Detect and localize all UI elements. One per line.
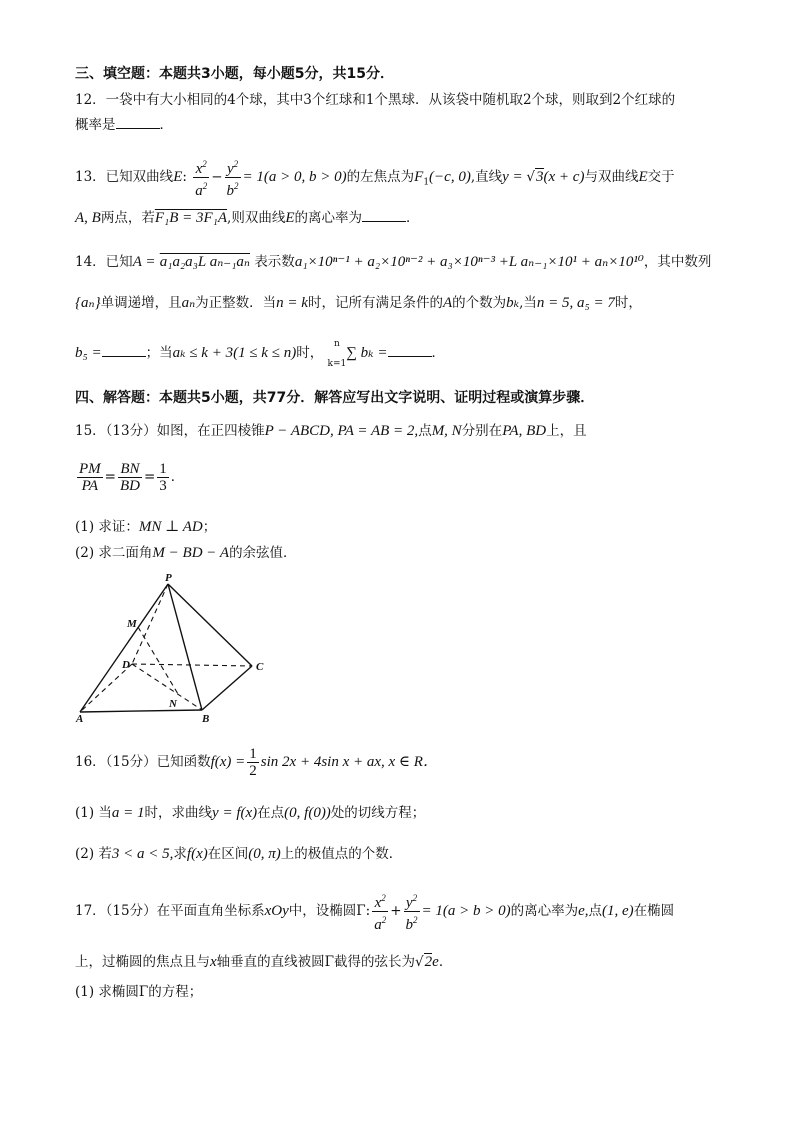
- q16-p2f: f(x): [186, 846, 208, 862]
- q13-E3: E: [285, 210, 295, 226]
- q14-bk: bₖ: [506, 295, 520, 311]
- label-B: B: [202, 713, 210, 725]
- q13-cond: = 1(a > 0, b > 0): [242, 169, 347, 185]
- q16-f: f(x) =: [210, 754, 246, 770]
- q16-part2: [75, 844, 402, 864]
- q15-frac3: $\frac{1}{3}$: [159, 461, 167, 494]
- q16-l1a: 16．（15分）已知函数: [75, 754, 211, 770]
- q17-e: e,: [578, 903, 589, 919]
- q13-line-eq: y =: [502, 169, 527, 185]
- label-N: N: [169, 698, 177, 710]
- q14-l2f: 时，: [614, 295, 642, 311]
- q14-line2: [75, 293, 642, 313]
- q16-l1b: sin 2x + 4sin x + ax, x ∈ R．: [260, 754, 438, 770]
- pyramid-figure: [70, 572, 280, 727]
- q14-sum-top: n: [333, 338, 340, 349]
- q13-focus: F: [414, 169, 424, 185]
- q14-l2b: 为正整数．当: [195, 295, 277, 311]
- q17-frac-x: $\frac{x^2}{a^2}$: [372, 890, 388, 933]
- q14-end: ．: [431, 345, 446, 361]
- q15-p1c: ；: [202, 519, 217, 535]
- q14-A: A =: [132, 254, 156, 270]
- q15-l1d: M, N: [431, 423, 462, 439]
- q14-l3a: ；当: [145, 345, 173, 361]
- section3-header: 三、填空题：本题共3小题，每小题5分，共15分．: [75, 66, 394, 82]
- q15-l1a: 15．（13分）如图，在正四棱锥: [75, 423, 265, 439]
- q14-l2A: A: [442, 295, 453, 311]
- q17-l1a: 17．（15分）在平面直角坐标系: [75, 903, 265, 919]
- q14-pre: 14．已知: [75, 254, 133, 270]
- q15-p1b: MN ⊥ AD: [138, 519, 203, 535]
- q15-l1b: P − ABCD, PA = AB = 2,: [264, 423, 419, 439]
- q17-l1d: 点: [588, 903, 603, 919]
- q17-l2b: 轴垂直的直线被圆Γ截得的弦长为: [216, 954, 416, 970]
- q13-mid: 的左焦点为: [346, 169, 415, 185]
- q16-p1a: (1) 当: [75, 805, 112, 821]
- q17-pt: (1, e): [602, 903, 634, 919]
- q14-l3cond: aₖ ≤ k + 3(1 ≤ k ≤ n): [172, 345, 297, 361]
- q13-answer-blank: [362, 209, 406, 222]
- q13-frac-y: $\frac{y^2}{b^2}$: [225, 156, 241, 199]
- section4-header: 四、解答题：本题共5小题，共77分．解答应写出文字说明、证明过程或演算步骤．: [75, 390, 595, 406]
- q15-frac1: $\frac{PM}{PA}$: [79, 461, 101, 494]
- q16-frac: $\frac{1}{2}$: [249, 746, 257, 779]
- edge-BC: [202, 666, 252, 710]
- q13-l2c: ,则双曲线: [227, 210, 286, 226]
- q15-p2a: (2) 求二面角: [75, 545, 153, 561]
- q16-p1curve: y = f(x): [212, 805, 258, 821]
- q14-cond: n = 5, a₅ = 7: [536, 295, 615, 311]
- q13-end: ．: [406, 210, 420, 226]
- q13-l2b: 两点，若: [100, 210, 155, 226]
- q13-sqrt3: 3: [536, 169, 544, 185]
- q17-l2end: ．: [438, 954, 453, 970]
- q16-p2d: 上的极值点的个数．: [280, 846, 403, 862]
- q16-p1pt: (0, f(0)): [284, 805, 331, 821]
- edge-PD: [132, 584, 168, 664]
- q14-l2d: 的个数为: [452, 295, 507, 311]
- q13-line1: 13．已知双曲线E: $\frac{x^2}{a^2}$ − $\frac{y^2}{b^2}$ = 1(a > 0, b > 0)的左焦点为$F_1(-c$, 0),直线y = √3(x + c)与双曲线E交于: [75, 156, 675, 199]
- q12-line2: [75, 115, 173, 135]
- q14-l2a: 单调递增，且: [100, 295, 182, 311]
- q13-line2: [75, 208, 420, 228]
- q12-answer-blank: [116, 116, 160, 129]
- q17-l1b: 中，设椭圆Γ:: [288, 903, 371, 919]
- q13-focus-sub: 1: [423, 177, 430, 188]
- q14-sum: ∑ bₖ =: [346, 345, 388, 361]
- q13-line-txt: ,直线: [470, 169, 503, 185]
- q15-part1: [75, 517, 216, 537]
- label-M: M: [127, 618, 137, 630]
- q15-l1f: PA, BD: [502, 423, 547, 439]
- q15-part2: [75, 543, 297, 563]
- label-P: P: [165, 572, 172, 584]
- q14-l2c: 时，记所有满足条件的: [307, 295, 443, 311]
- q16-line1: [75, 744, 438, 780]
- label-C: C: [256, 661, 264, 673]
- q16-p1d: 处的切线方程；: [330, 805, 426, 821]
- q15-p2c: 的余弦值．: [229, 545, 297, 561]
- q15-line2: $\frac{PM}{PA}$ = $\frac{BN}{BD}$ = $\frac{1}{3}$ ．: [79, 461, 185, 494]
- q16-p2b: 求: [173, 846, 187, 862]
- q16-p2c: 在区间: [207, 846, 249, 862]
- edge-DC: [132, 664, 252, 666]
- q17-xoy: xOy: [264, 903, 289, 919]
- edge-PC: [168, 584, 252, 666]
- q17-l1c: 的离心率为: [510, 903, 579, 919]
- q15-p1a: (1) 求证：: [75, 519, 139, 535]
- q16-p1cond: a = 1: [111, 805, 145, 821]
- q17-sqrt2: 2: [424, 954, 433, 970]
- q14-sum-bot: k=1: [327, 358, 347, 369]
- q17-l2a: 上，过椭圆的焦点且与: [75, 954, 210, 970]
- q17-line2: 上，过椭圆的焦点且与x轴垂直的直线被圆Γ截得的弦长为√2e．: [75, 954, 453, 970]
- q13-post2: 交于: [647, 169, 675, 185]
- q16-p2a: (2) 若: [75, 846, 112, 862]
- q17-line1: 17．（15分）在平面直角坐标系xOy中，设椭圆Γ: $\frac{x^2}{a^2}$ + $\frac{y^2}{b^2}$ = 1(a > b > 0)的离心率为e,点(1, e)在椭圆: [75, 890, 674, 933]
- segment-MN: [138, 627, 178, 694]
- q17-cond: = 1(a > b > 0): [421, 903, 511, 919]
- q13-line-eq2: (x + c): [543, 169, 585, 185]
- q12-end: ．: [159, 117, 173, 133]
- edge-PA: [80, 584, 168, 712]
- q15-end: ．: [170, 469, 185, 485]
- q12-line1: 12．一袋中有大小相同的4个球，其中3个红球和1个黑球．从该袋中随机取2个球，则取到2个红球的: [75, 92, 676, 108]
- q15-p2b: M − BD − A: [152, 545, 230, 561]
- q16-p1b: 时，求曲线: [144, 805, 213, 821]
- q14-post: ，其中数列: [643, 254, 712, 270]
- q15-frac2: $\frac{BN}{BD}$: [119, 461, 140, 494]
- q13-pre: 13．已知双曲线: [75, 169, 174, 185]
- q14-sum-limits: [328, 339, 347, 369]
- q13-l2d: 的离心率为: [294, 210, 362, 226]
- q14-blank1: [102, 344, 146, 357]
- q15-line1: [75, 421, 587, 441]
- q13-E2: E: [638, 169, 648, 185]
- q14-digits: a₁a₂a₃L aₙ₋₁aₙ: [159, 254, 251, 270]
- q14-blank2: [388, 344, 432, 357]
- label-D: D: [122, 659, 130, 671]
- label-A: A: [76, 713, 84, 725]
- q14-expr: a₁×10ⁿ⁻¹ + a₂×10ⁿ⁻² + a₃×10ⁿ⁻³ +L aₙ₋₁×10¹ + aₙ×10¹⁰: [294, 254, 644, 270]
- edge-DA: [80, 664, 132, 712]
- q12-text: 概率是: [75, 117, 116, 133]
- q14-l3b: 时，: [296, 345, 324, 361]
- q17-l2e: e: [432, 954, 439, 970]
- q13-vector: F₁B = 3F₁A: [154, 210, 228, 226]
- q14-line3: [75, 336, 445, 370]
- q14-b5: b₅ =: [75, 345, 102, 361]
- q13-frac-x: $\frac{x^2}{a^2}$: [193, 156, 209, 199]
- q13-post: 与双曲线: [584, 169, 639, 185]
- q15-l1c: 点: [418, 423, 432, 439]
- q17-x: x: [210, 954, 217, 970]
- edge-AB: [80, 710, 202, 712]
- q16-p2int: (0, π): [248, 846, 281, 862]
- q13-AB: A, B: [75, 210, 101, 226]
- q14-n: n = k: [276, 295, 308, 311]
- q14-an: aₙ: [181, 295, 196, 311]
- q17-frac-y: $\frac{y^2}{b^2}$: [404, 890, 420, 933]
- q13-focus-coord: (−c, 0): [429, 169, 471, 185]
- q17-l1f: 在椭圆: [633, 903, 675, 919]
- q15-l1e: 分别在: [461, 423, 503, 439]
- q17-part1: (1) 求椭圆Γ的方程；: [75, 984, 203, 1000]
- q13-E: E: [173, 169, 183, 185]
- q14-mid: 表示数: [254, 254, 295, 270]
- q14-seq: {aₙ}: [75, 295, 101, 311]
- q14-line1: [75, 252, 711, 272]
- q16-p1c: 在点: [257, 805, 285, 821]
- q16-p2cond: 3 < a < 5,: [111, 846, 174, 862]
- q15-l1g: 上，且: [546, 423, 587, 439]
- q16-part1: [75, 803, 425, 823]
- q14-l2e: ,当: [519, 295, 537, 311]
